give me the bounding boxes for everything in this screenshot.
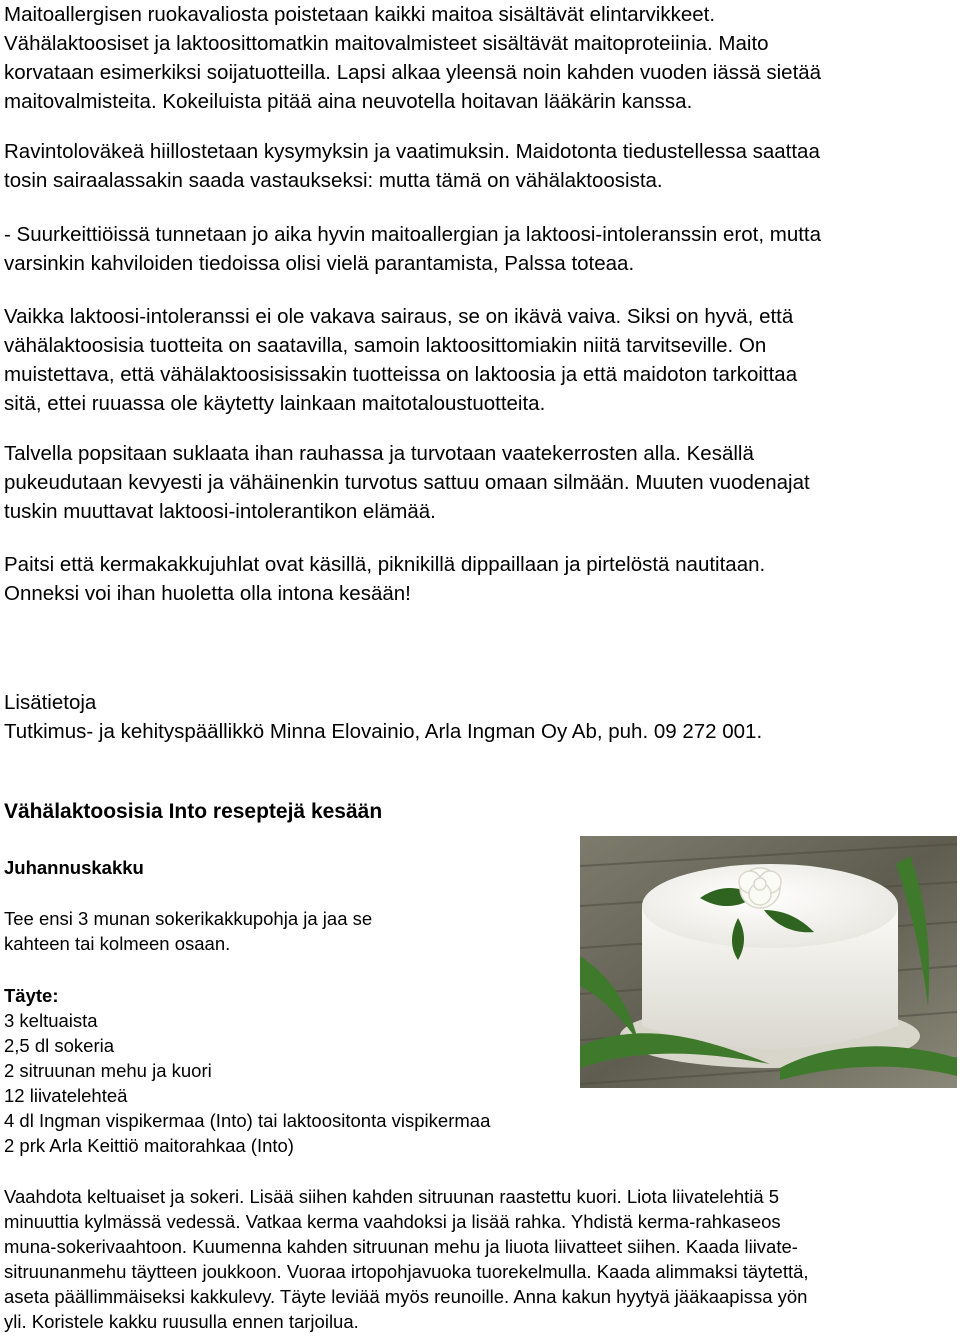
recipe-title: Juhannuskakku — [4, 857, 144, 878]
intro-line: Vähälaktoosiset ja laktoosittomatkin maitovalmisteet sisältävät maitoproteiinia. Maito — [4, 32, 769, 55]
ingredient-item: 2 sitruunan mehu ja kuori — [4, 1060, 212, 1081]
intro-line: korvataan esimerkiksi soijatuotteilla. Lapsi alkaa yleensä noin kahden vuoden iässä sietää — [4, 61, 822, 84]
base-line: Tee ensi 3 munan sokerikakkupohja ja jaa se — [4, 908, 373, 929]
base-line: kahteen tai kolmeen osaan. — [4, 933, 231, 954]
ingredient-item: 4 dl Ingman vispikermaa (Into) tai laktoositonta vispikermaa — [4, 1110, 491, 1131]
ingredient-item: 2 prk Arla Keittiö maitorahkaa (Into) — [4, 1135, 294, 1156]
contact-block — [4, 688, 762, 746]
cake-with-rose-photo — [580, 836, 957, 1088]
summer-line: Onneksi voi ihan huoletta olla intona kesään! — [4, 582, 411, 605]
ingredients-list — [4, 983, 490, 1158]
intro-paragraph — [4, 0, 821, 116]
filling-heading: Täyte: — [4, 985, 59, 1006]
kitchens-line: - Suurkeittiöissä tunnetaan jo aika hyvin maitoallergian ja laktoosi-intoleranssin erot, mutta — [4, 223, 822, 246]
intolerance-line: vähälaktoosisia tuotteita on saatavilla, samoin laktoosittomiakin niitä tarvitseville. On — [4, 334, 767, 357]
kitchens-paragraph — [4, 220, 821, 278]
method-line: Vaahdota keltuaiset ja sokeri. Lisää siihen kahden sitruunan raastettu kuori. Liota liivatelehtiä 5 — [4, 1186, 780, 1207]
seasons-line: Talvella popsitaan suklaata ihan rauhassa ja turvotaan vaatekerrosten alla. Kesällä — [4, 442, 754, 465]
method-line: yli. Koristele kakku ruusulla ennen tarjoilua. — [4, 1311, 359, 1332]
seasons-line: pukeudutaan kevyesti ja vähäinenkin turvotus sattuu omaan silmään. Muuten vuodenajat — [4, 471, 810, 494]
restaurant-paragraph — [4, 137, 820, 195]
summer-line: Paitsi että kermakakkujuhlat ovat käsillä, piknikillä dippaillaan ja pirtelöstä nautitaan. — [4, 553, 766, 576]
restaurant-line: Ravintoloväkeä hiillostetaan kysymyksin ja vaatimuksin. Maidotonta tiedustellessa saattaa — [4, 140, 820, 163]
intolerance-paragraph — [4, 302, 797, 418]
seasons-paragraph — [4, 439, 810, 526]
method-paragraph — [4, 1184, 809, 1334]
contact-person: Tutkimus- ja kehityspäällikkö Minna Elovainio, Arla Ingman Oy Ab, puh. 09 272 001. — [4, 720, 763, 743]
intolerance-line: Vaikka laktoosi-intoleranssi ei ole vakava sairaus, se on ikävä vaiva. Siksi on hyvä, että — [4, 305, 794, 328]
recipe-base-instructions — [4, 906, 372, 956]
method-line: sitruunanmehu täytteen joukkoon. Vuoraa irtopohjavuoka tuorekelmulla. Kaada alimmaksi täytettä, — [4, 1261, 809, 1282]
restaurant-line: tosin sairaalassakin saada vastaukseksi: mutta tämä on vähälaktoosista. — [4, 169, 663, 192]
ingredient-item: 2,5 dl sokeria — [4, 1035, 115, 1056]
document-page — [4, 0, 956, 1340]
intro-line: maitovalmisteita. Kokeiluista pitää aina neuvotella hoitavan lääkärin kanssa. — [4, 90, 693, 113]
method-line: minuuttia kylmässä vedessä. Vatkaa kerma vaahdoksi ja lisää rahka. Yhdistä kerma-rahkaseos — [4, 1211, 781, 1232]
summer-paragraph — [4, 550, 765, 608]
kitchens-line: varsinkin kahviloiden tiedoissa olisi vielä parantamista, Palssa toteaa. — [4, 252, 635, 275]
ingredient-item: 3 keltuaista — [4, 1010, 98, 1031]
intolerance-line: muistettava, että vähälaktoosisissakin tuotteissa on laktoosia ja että maidoton tarkoittaa — [4, 363, 798, 386]
method-line: muna-sokerivaahtoon. Kuumenna kahden sitruunan mehu ja liuota liivatteet siihen. Kaada liivate- — [4, 1236, 798, 1257]
contact-heading: Lisätietoja — [4, 691, 97, 714]
ingredient-item: 12 liivatelehteä — [4, 1085, 128, 1106]
method-line: aseta päällimmäiseksi kakkulevy. Täyte leviää myös reunoille. Anna kakun hyytyä jääkaapissa yön — [4, 1286, 808, 1307]
intro-line: Maitoallergisen ruokavaliosta poistetaan kaikki maitoa sisältävät elintarvikkeet. — [4, 3, 716, 26]
recipes-section-title: Vähälaktoosisia Into reseptejä kesään — [4, 800, 383, 823]
seasons-line: tuskin muuttavat laktoosi-intolerantikon elämää. — [4, 500, 436, 523]
intolerance-line: sitä, ettei ruuassa ole käytetty lainkaan maitotaloustuotteita. — [4, 392, 546, 415]
